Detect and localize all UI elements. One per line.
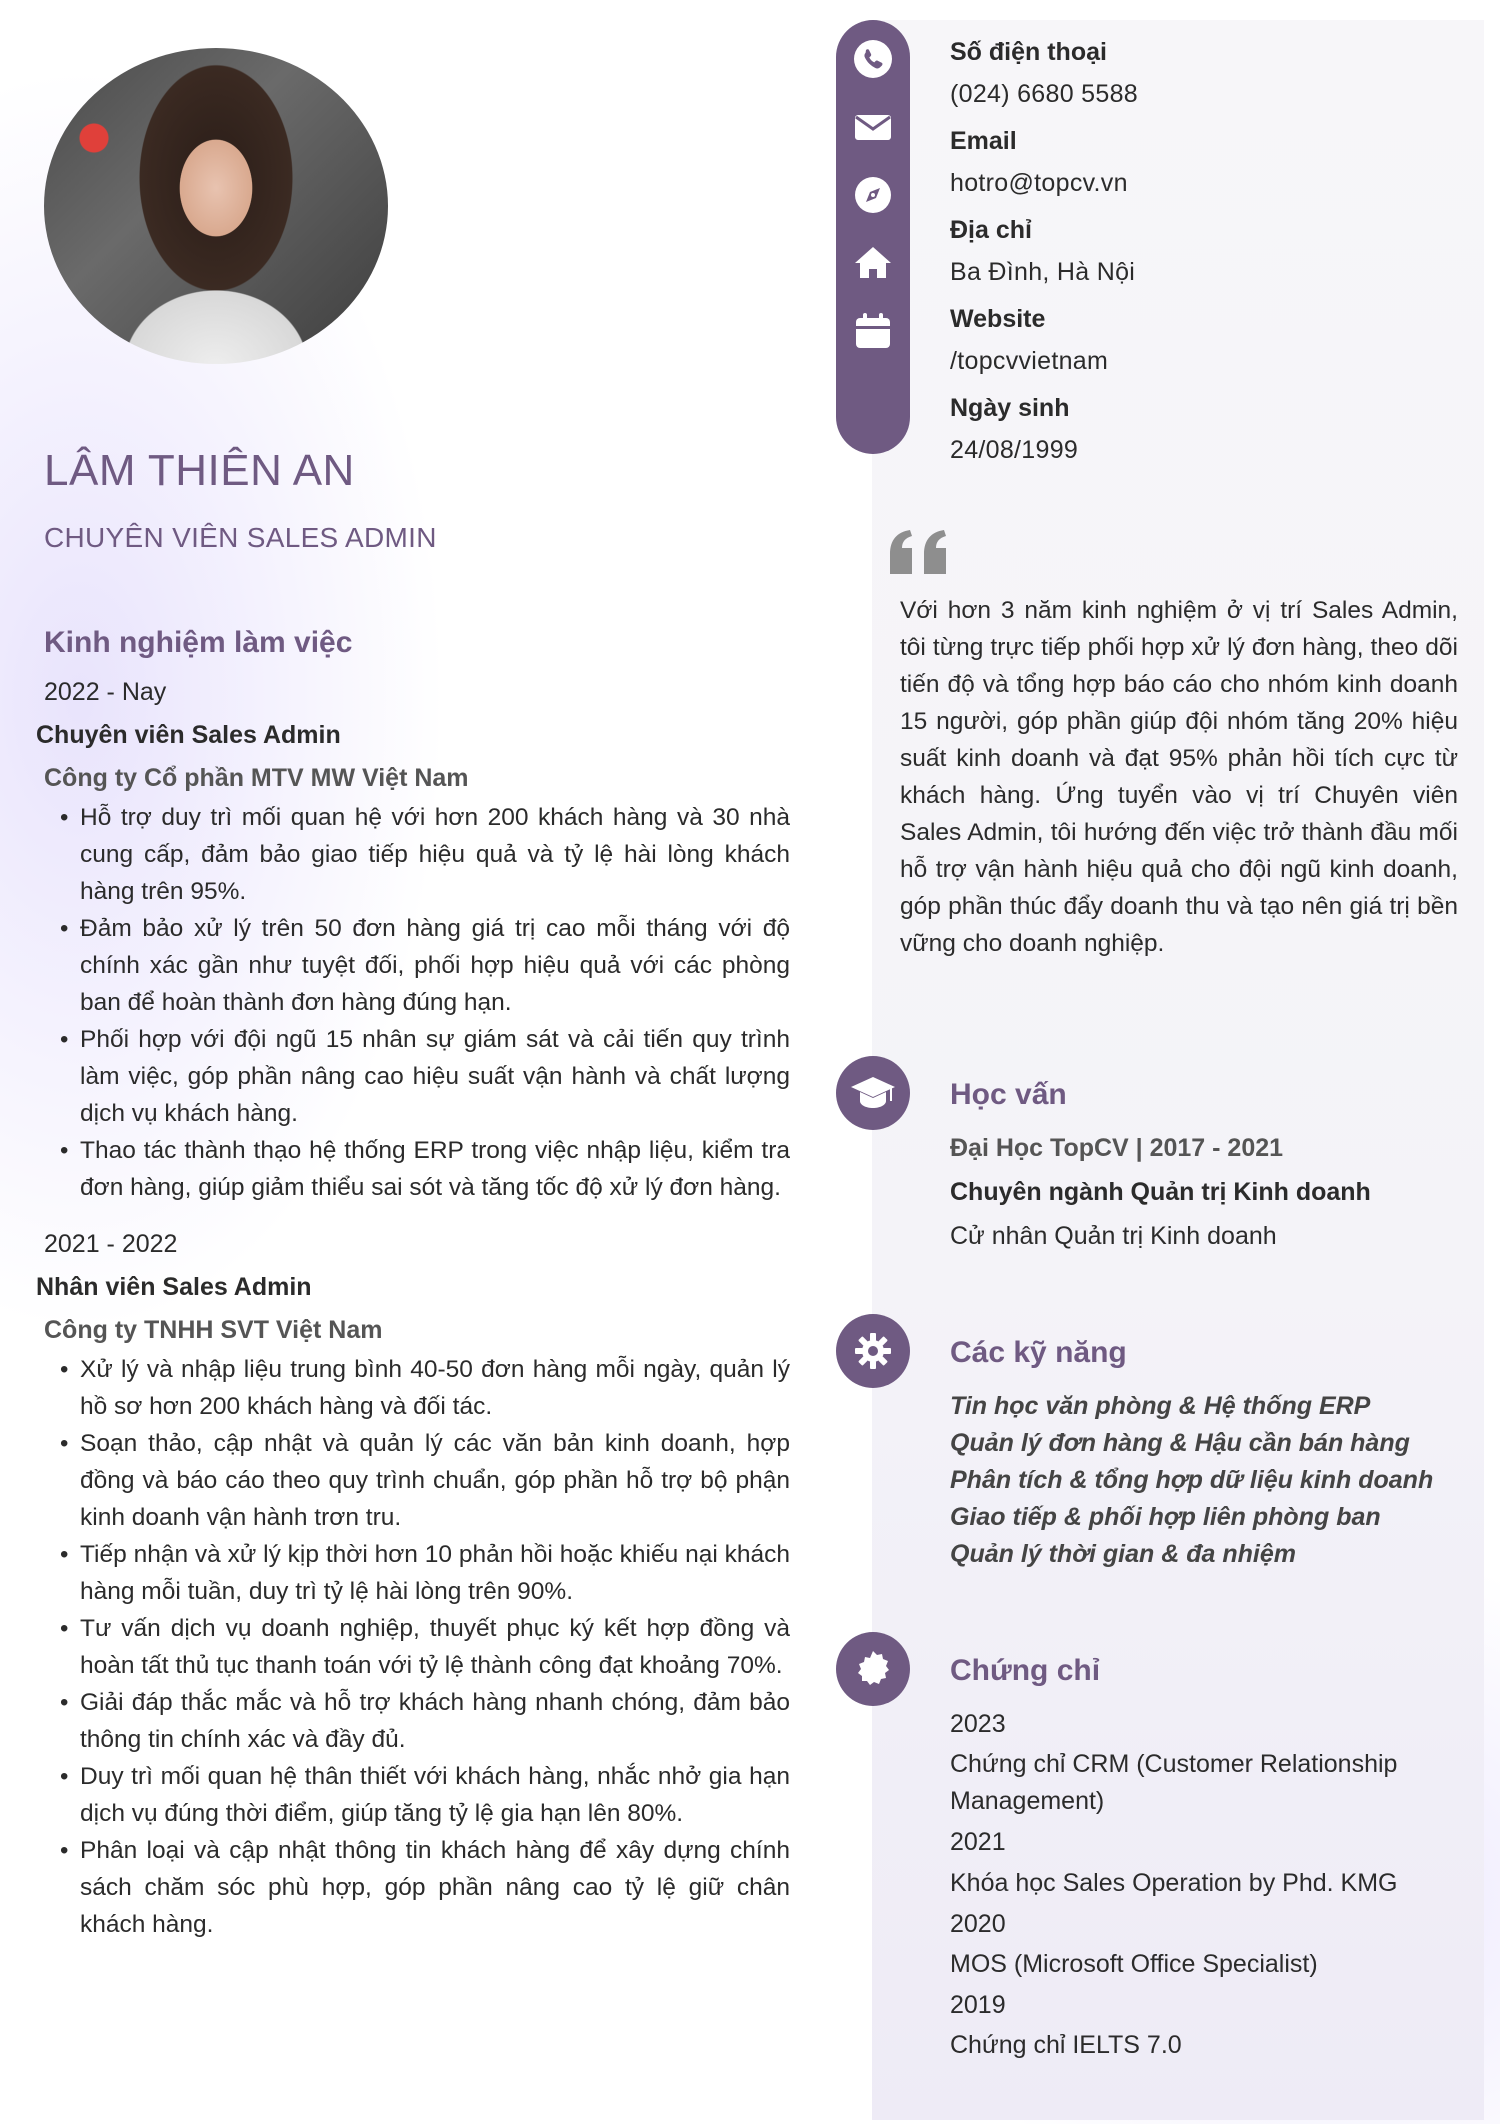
compass-icon [852,174,894,216]
education-degree: Cử nhân Quản trị Kinh doanh [950,1222,1277,1250]
email-icon [852,106,894,148]
contact-label: Địa chỉ [950,216,1032,244]
summary-text: Với hơn 3 năm kinh nghiệm ở vị trí Sales Admin, tôi từng trực tiếp phối hợp xử lý đơn hàng, theo dõi tiến độ và tổng hợp báo cáo cho nhóm kinh doanh 15 người, góp phần giúp đội nhóm tăng 20% hiệu suất kinh doanh và đạt 95% phản hồi tích cực từ khách hàng. Ứng tuyển vào vị trí Chuyên viên Sales Admin, tôi hướng đến việc trở thành đầu mối hỗ trợ vận hành hiệu quả cho đội ngũ kinh doanh, góp phần thúc đẩy doanh thu và tạo nên giá trị bền vững cho doanh nghiệp. [900,597,1458,957]
gear-icon [836,1314,910,1388]
badge-icon [836,1632,910,1706]
bullet-item: • Hỗ trợ duy trì mối quan hệ với hơn 200 khách hàng và 30 nhà cung cấp, đảm bảo giao tiếp hiệu quả và tỷ lệ hài lòng khách hàng trên 95%. [60,799,790,910]
candidate-title: CHUYÊN VIÊN SALES ADMIN [44,522,437,553]
bullet-item: • Tư vấn dịch vụ doanh nghiệp, thuyết phục ký kết hợp đồng và hoàn tất thủ tục thanh toán với tỷ lệ thành công đạt khoảng 70%. [60,1610,790,1684]
contact-email [950,127,1470,216]
graduation-cap-icon [836,1056,910,1130]
home-icon [852,242,894,284]
certificate-name: MOS (Microsoft Office Specialist) [950,1950,1318,1978]
bullet-item: • Tiếp nhận và xử lý kịp thời hơn 10 phản hồi hoặc khiếu nại khách hàng mỗi tuần, duy trì tỷ lệ hài lòng trên 90%. [60,1536,790,1610]
contact-label: Email [950,127,1017,155]
contact-birthday [950,394,1470,483]
job-company: Công ty Cổ phần MTV MW Việt Nam [44,764,469,792]
education-school: Đại Học TopCV | 2017 - 2021 [950,1134,1284,1162]
certificate-year: 2020 [950,1910,1006,1938]
skill-item: Quản lý thời gian & đa nhiệm [950,1540,1296,1568]
job-bullets [60,799,790,1206]
bullet-item: • Giải đáp thắc mắc và hỗ trợ khách hàng nhanh chóng, đảm bảo thông tin chính xác và đầy đủ. [60,1684,790,1758]
contact-label: Số điện thoại [950,38,1107,66]
job-company: Công ty TNHH SVT Việt Nam [44,1316,383,1344]
phone-icon [852,38,894,80]
job-role: Chuyên viên Sales Admin [36,721,341,749]
bullet-item: • Soạn thảo, cập nhật và quản lý các văn bản kinh doanh, hợp đồng và báo cáo theo quy trình chuẩn, góp phần hỗ trợ bộ phận kinh doanh vận hành trơn tru. [60,1425,790,1536]
certificate-year: 2021 [950,1828,1006,1856]
experience-heading: Kinh nghiệm làm việc [44,626,353,659]
certificates-heading: Chứng chỉ [950,1654,1101,1687]
contact-icon-bar [836,20,910,454]
bullet-item: • Xử lý và nhập liệu trung bình 40-50 đơn hàng mỗi ngày, quản lý hồ sơ hơn 200 khách hàng và đối tác. [60,1351,790,1425]
job-period: 2021 - 2022 [44,1230,178,1258]
education-heading: Học vấn [950,1078,1067,1111]
job-bullets [60,1351,790,1943]
profile-photo [44,48,388,364]
contact-address [950,216,1470,305]
contact-phone [950,38,1470,127]
candidate-name: LÂM THIÊN AN [44,446,355,495]
contact-label: Ngày sinh [950,394,1070,422]
calendar-icon [852,310,894,352]
bullet-item: • Phân loại và cập nhật thông tin khách hàng để xây dựng chính sách chăm sóc phù hợp, góp phần nâng cao tỷ lệ giữ chân khách hàng. [60,1832,790,1943]
job-role: Nhân viên Sales Admin [36,1273,312,1301]
certificate-name: Chứng chỉ CRM (Customer Relationship Management) [950,1750,1398,1815]
skill-item: Phân tích & tổng hợp dữ liệu kinh doanh [950,1466,1434,1494]
skill-item: Quản lý đơn hàng & Hậu cần bán hàng [950,1429,1410,1457]
bullet-item: • Phối hợp với đội ngũ 15 nhân sự giám sát và cải tiến quy trình làm việc, góp phần nâng cao hiệu suất vận hành và chất lượng dịch vụ khách hàng. [60,1021,790,1132]
education-major: Chuyên ngành Quản trị Kinh doanh [950,1178,1371,1206]
quote-icon [888,528,952,581]
certificate-name: Khóa học Sales Operation by Phd. KMG [950,1869,1398,1897]
certificate-year: 2023 [950,1710,1006,1738]
contact-label: Website [950,305,1046,333]
certificate-name: Chứng chỉ IELTS 7.0 [950,2031,1182,2059]
skills-heading: Các kỹ năng [950,1336,1127,1369]
job-entry [36,1230,790,1943]
job-entry [36,678,790,1206]
job-period: 2022 - Nay [44,678,167,706]
bullet-item: • Thao tác thành thạo hệ thống ERP trong việc nhập liệu, kiểm tra đơn hàng, giúp giảm thiểu sai sót và tăng tốc độ xử lý đơn hàng. [60,1132,790,1206]
contact-list [950,38,1470,483]
contact-value: 24/08/1999 [950,436,1079,464]
contact-website [950,305,1470,394]
certificate-year: 2019 [950,1991,1006,2019]
skill-item: Tin học văn phòng & Hệ thống ERP [950,1392,1371,1420]
contact-value: (024) 6680 5588 [950,80,1138,108]
skill-item: Giao tiếp & phối hợp liên phòng ban [950,1503,1381,1531]
contact-value: /topcvvietnam [950,347,1109,375]
bullet-item: • Duy trì mối quan hệ thân thiết với khách hàng, nhắc nhở gia hạn dịch vụ đúng thời điểm, giúp tăng tỷ lệ gia hạn lên 80%. [60,1758,790,1832]
contact-value: Ba Đình, Hà Nội [950,258,1136,286]
contact-value: hotro@topcv.vn [950,169,1128,197]
experience-section [36,626,790,1967]
bullet-item: • Đảm bảo xử lý trên 50 đơn hàng giá trị cao mỗi tháng với độ chính xác gần như tuyệt đối, phối hợp hiệu quả với các phòng ban để hoàn thành đơn hàng đúng hạn. [60,910,790,1021]
